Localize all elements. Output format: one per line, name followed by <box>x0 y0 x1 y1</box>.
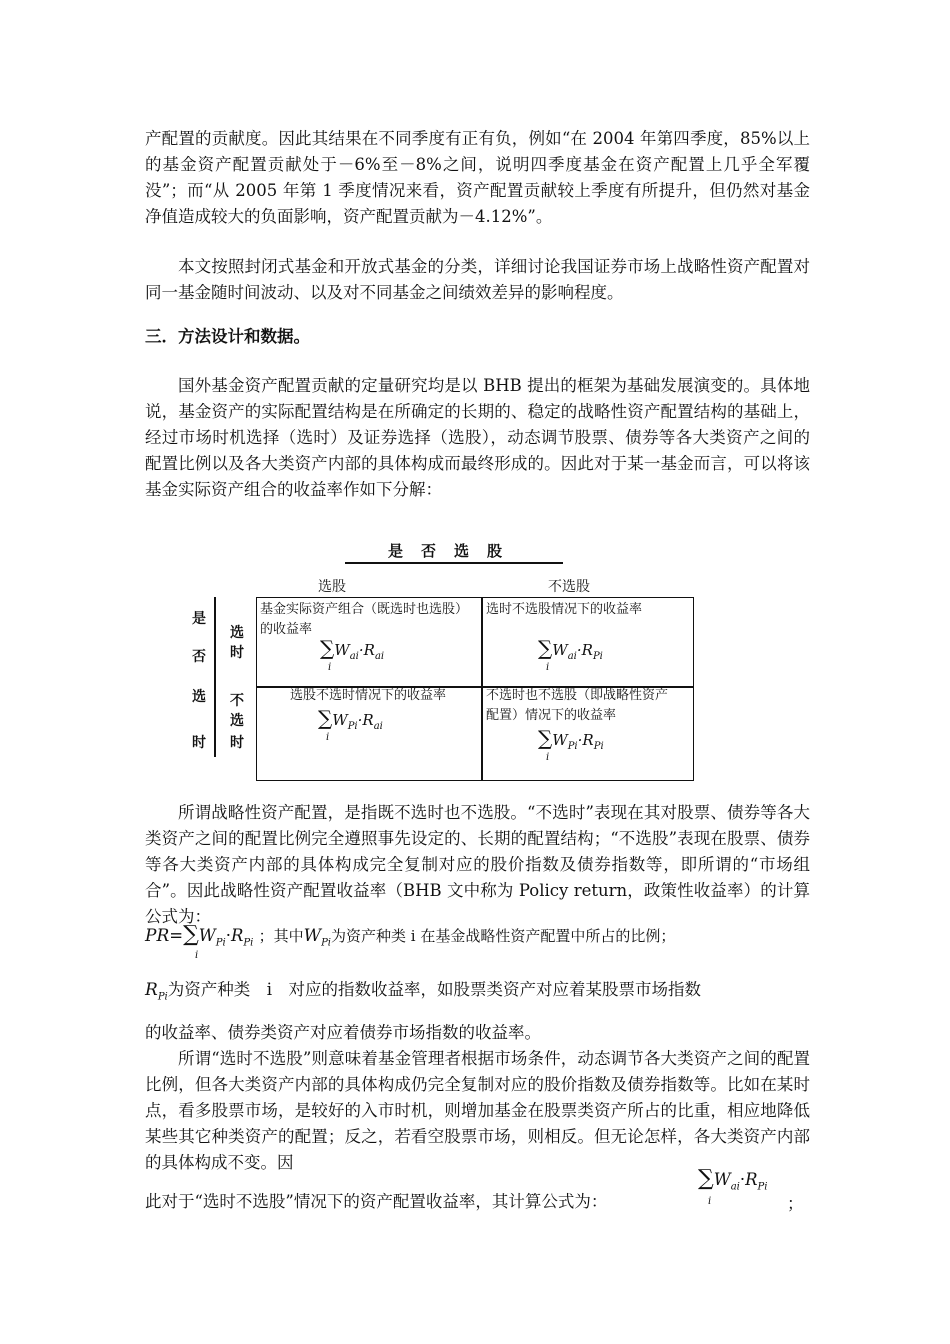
paragraph-5: 的收益率、债券类资产对应着债券市场指数的收益率。 <box>145 1023 541 1042</box>
row-outer-label-4: 时 <box>192 735 206 751</box>
policy-return-formula-line: $PR=\sum W_{Pi}\cdot R_{Pi}$ ；其中$W_{Pi}$为资产种类 i 在基金战略性资产配置中所占的比例； i <box>145 922 676 961</box>
section-heading: 三．方法设计和数据。 <box>145 327 310 346</box>
row-outer-label-2: 否 <box>192 649 206 665</box>
cell-bl-text: 选股不选时情况下的收益率 <box>290 688 447 703</box>
timing-only-formula-line: 此对于“选时不选股”情况下的资产配置收益率，其计算公式为： $\sum W_{ai}\cdot R_{Pi}$ i ； <box>145 1166 804 1213</box>
column-header-stock-picking: 选股 <box>318 579 346 595</box>
formula-policy-return: $\sum W_{Pi}\cdot R_{Pi}$ i <box>538 726 604 763</box>
row-inner-bottom-2: 选 <box>230 713 244 729</box>
row-outer-label-3: 选 <box>192 689 206 705</box>
row-bracket-line <box>214 597 216 757</box>
policy-return-description-line: $R_{Pi}$为资产种类 i 对应的指数收益率，如股票类资产对应着某股票市场指数 <box>145 980 702 1003</box>
formula-selection-only-return: $\sum W_{Pi}\cdot R_{ai}$ i <box>318 706 383 743</box>
row-inner-bottom-1: 不 <box>230 693 244 709</box>
cell-tl-line2: 的收益率 <box>260 622 313 637</box>
row-outer-label-1: 是 <box>192 611 206 627</box>
figure-title: 是否选股 <box>345 540 563 564</box>
row-inner-bottom-3: 时 <box>230 735 244 751</box>
column-header-no-stock-picking: 不选股 <box>548 579 590 595</box>
paragraph-4: 所谓战略性资产配置，是指既不选时也不选股。“不选时”表现在其对股票、债券等各大类资产之间的配置比例完全遵照事先设定的、长期的配置结构；“不选股”表现在股票、债券等各大类资产内部的具体构成完全复制对应的股价指数及债券指数等，即所谓的“市场组合”。因此战略性资产配置收益率（BHB 文中称为 Policy return，政策性收益率）的计算公式为： <box>145 803 810 926</box>
cell-br-line2: 配置）情况下的收益率 <box>486 708 617 723</box>
paragraph-1: 产配置的贡献度。因此其结果在不同季度有正有负，例如“在 2004 年第四季度，85%以上的基金资产配置贡献处于－6%至－8%之间，说明四季度基金在资产配置上几乎全军覆没”；而“从 2005 年第 1 季度情况来看，资产配置贡献较上季度有所提升，但仍然对基金净值造成较大的负面影响，资产配置贡献为－4.12%”。 <box>145 129 810 226</box>
row-inner-top-1: 选 <box>230 625 244 641</box>
grid-vertical-divider <box>481 598 483 780</box>
row-inner-top-2: 时 <box>230 645 244 661</box>
cell-tl-line1: 基金实际资产组合（既选时也选股） <box>260 602 469 617</box>
cell-tr-text: 选时不选股情况下的收益率 <box>486 602 643 617</box>
paragraph-2: 本文按照封闭式基金和开放式基金的分类，详细讨论我国证券市场上战略性资产配置对同一基金随时间波动、以及对不同基金之间绩效差异的影响程度。 <box>145 257 810 302</box>
formula-timing-only-return: $\sum W_{ai}\cdot R_{Pi}$ i <box>538 636 603 673</box>
paragraph-3: 国外基金资产配置贡献的定量研究均是以 BHB 提出的框架为基础发展演变的。具体地说，基金资产的实际配置结构是在所确定的长期的、稳定的战略性资产配置结构的基础上，经过市场时机选择（选时）及证券选择（选股），动态调节股票、债券等各大类资产之间的配置比例以及各大类资产内部的具体构成而最终形成的。因此对于某一基金而言，可以将该基金实际资产组合的收益率作如下分解： <box>145 376 810 499</box>
paragraph-6: 所谓“选时不选股”则意味着基金管理者根据市场条件，动态调节各大类资产之间的配置比例，但各大类资产内部的具体构成仍完全复制对应的股价指数及债券指数等。比如在某时点，看多股票市场，是较好的入市时机，则增加基金在股票类资产所占的比重，相应地降低某些其它种类资产的配置；反之，若看空股票市场，则相反。但无论怎样，各大类资产内部的具体构成不变。因 <box>145 1049 810 1172</box>
cell-br-line1: 不选时也不选股（即战略性资产 <box>486 688 669 703</box>
formula-actual-return: $\sum W_{ai}\cdot R_{ai}$ i <box>320 636 385 673</box>
